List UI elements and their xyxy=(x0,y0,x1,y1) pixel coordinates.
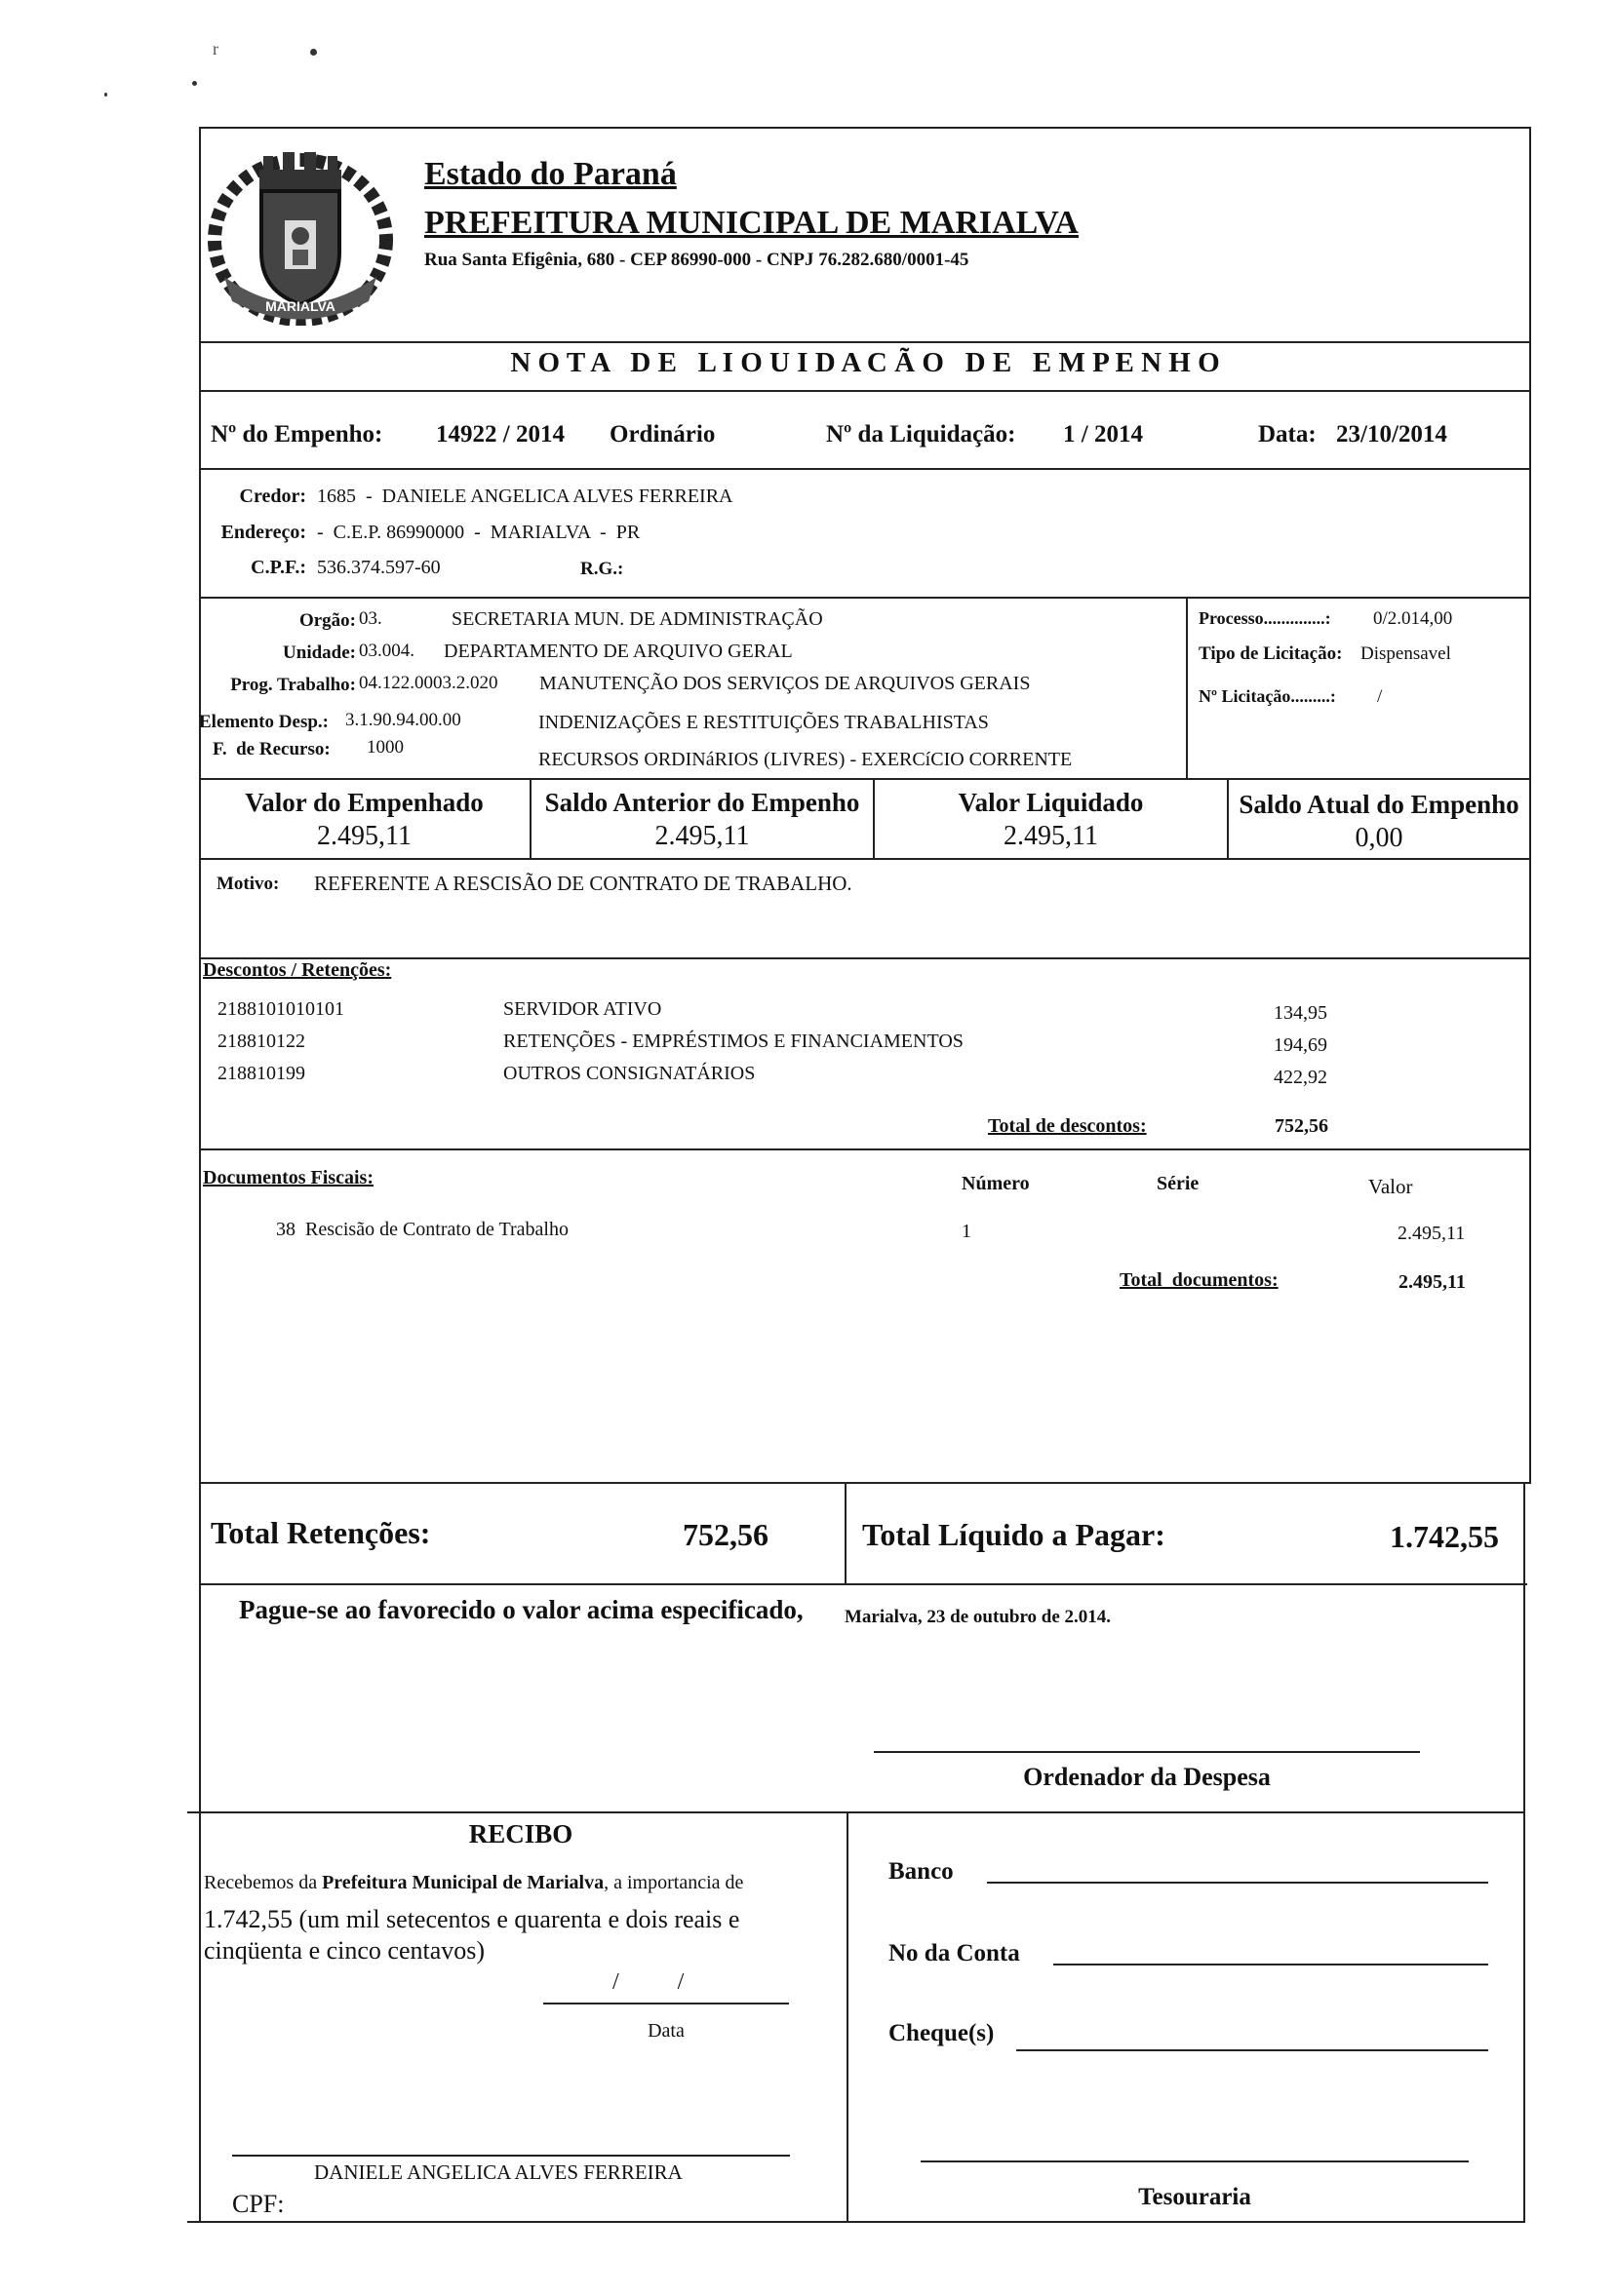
recibo-text-line1 xyxy=(204,1872,743,1894)
scan-mark: r xyxy=(213,39,218,58)
state-name: Estado do Paraná xyxy=(424,156,677,192)
elemento-code: 3.1.90.94.00.00 xyxy=(345,710,461,730)
valor-liquidado: 2.495,11 xyxy=(1004,821,1098,851)
desconto-value: 422,92 xyxy=(1274,1067,1327,1088)
unidade-label: Unidade: xyxy=(283,642,356,663)
desconto-code: 218810199 xyxy=(217,1063,305,1084)
recurso-code: 1000 xyxy=(367,737,404,758)
tesouraria-label: Tesouraria xyxy=(1138,2184,1251,2210)
document-title: N O T A D E L I O U I D A C Ã O D E E M P E N H O xyxy=(510,347,1220,378)
frame-top xyxy=(199,127,1531,129)
recibo-date-slashes: / / xyxy=(612,1969,685,1995)
desconto-code: 2188101010101 xyxy=(217,998,344,1020)
total-liquido-label: Total Líquido a Pagar: xyxy=(862,1517,1165,1552)
documento-numero: 1 xyxy=(962,1221,971,1242)
elemento-name: INDENIZAÇÕES E RESTITUIÇÕES TRABALHISTAS xyxy=(538,712,989,733)
conta-line[interactable] xyxy=(1053,1964,1488,1965)
data-value: 23/10/2014 xyxy=(1336,421,1447,448)
conta-label: No da Conta xyxy=(888,1940,1020,1966)
liquidacao-number: 1 / 2014 xyxy=(1063,421,1143,448)
credor-value: 1685 - DANIELE ANGELICA ALVES FERREIRA xyxy=(317,486,733,507)
divider-credor xyxy=(199,597,1531,599)
documento-valor: 2.495,11 xyxy=(1398,1223,1466,1244)
frame-right-top xyxy=(1529,127,1531,1482)
motivo-text: REFERENTE A RESCISÃO DE CONTRATO DE TRABALHO. xyxy=(314,872,852,895)
credor-label: Credor: xyxy=(239,486,306,507)
empenho-label: Nº do Empenho: xyxy=(211,421,383,448)
unidade-code: 03.004. xyxy=(359,641,414,661)
divider-valores xyxy=(199,858,1531,860)
liquidacao-label: Nº da Liquidação: xyxy=(826,421,1016,448)
orgao-label: Orgão: xyxy=(298,610,356,631)
divider-processo xyxy=(1186,597,1188,778)
valor-empenhado: 2.495,11 xyxy=(317,821,412,851)
descontos-title: Descontos / Retenções: xyxy=(203,959,392,981)
cpf-value: 536.374.597-60 xyxy=(317,557,441,578)
recurso-label: F. de Recurso: xyxy=(213,739,331,759)
scan-speck xyxy=(104,93,107,97)
col-valor: Valor xyxy=(1368,1175,1413,1198)
divider-empenho xyxy=(199,468,1531,470)
banco-label: Banco xyxy=(888,1858,954,1885)
cpf-label: C.P.F.: xyxy=(251,557,306,578)
tipo-licitacao-value: Dispensavel xyxy=(1360,643,1451,664)
recibo-signer: DANIELE ANGELICA ALVES FERREIRA xyxy=(314,2160,683,2184)
divider-recibo-v xyxy=(847,1811,848,2221)
frame-right-bottom xyxy=(1523,1482,1525,2223)
total-documentos-label: Total documentos: xyxy=(1120,1269,1279,1291)
recibo-data-label: Data xyxy=(648,2020,685,2042)
licitacao-value: / xyxy=(1377,686,1383,707)
desconto-value: 134,95 xyxy=(1274,1002,1327,1024)
prog-code: 04.122.0003.2.020 xyxy=(359,673,498,693)
scan-speck xyxy=(310,49,317,56)
endereco-value: - C.E.P. 86990000 - MARIALVA - PR xyxy=(317,522,641,543)
divider-totais-top xyxy=(199,1482,1531,1484)
divider-recibo xyxy=(187,1811,1525,1813)
coat-of-arms-logo xyxy=(203,131,398,326)
divider-totais-bottom xyxy=(199,1583,1527,1585)
divider-dotacao xyxy=(199,778,1531,780)
cheque-label: Cheque(s) xyxy=(888,2020,995,2046)
desconto-value: 194,69 xyxy=(1274,1034,1327,1056)
processo-label: Processo..............: xyxy=(1199,608,1331,628)
divider-totais xyxy=(845,1482,847,1583)
saldo-anterior: 2.495,11 xyxy=(654,821,750,851)
pague-se-text: Pague-se ao favorecido o valor acima especificado, xyxy=(239,1595,804,1624)
licitacao-label: Nº Licitação.........: xyxy=(1199,686,1336,706)
motivo-label: Motivo: xyxy=(217,874,280,894)
saldo-anterior-label: Saldo Anterior do Empenho xyxy=(544,788,860,817)
recibo-prefeitura: Prefeitura Municipal de Marialva xyxy=(322,1872,605,1893)
prefeitura-address: Rua Santa Efigênia, 680 - CEP 86990-000 - CNPJ 76.282.680/0001-45 xyxy=(424,250,969,270)
empenho-number: 14922 / 2014 xyxy=(436,421,565,448)
banco-line[interactable] xyxy=(987,1882,1488,1884)
recibo-prefix: Recebemos da xyxy=(204,1872,318,1893)
divider-descontos xyxy=(199,1148,1531,1150)
prog-name: MANUTENÇÃO DOS SERVIÇOS DE ARQUIVOS GERAIS xyxy=(539,673,1031,694)
divider-title xyxy=(199,390,1531,392)
recibo-title: RECIBO xyxy=(468,1819,573,1848)
frame-bottom xyxy=(187,2221,1525,2223)
divider-header xyxy=(199,341,1531,343)
orgao-name: SECRETARIA MUN. DE ADMINISTRAÇÃO xyxy=(452,608,823,630)
total-retencoes-label: Total Retenções: xyxy=(211,1515,431,1550)
processo-value: 0/2.014,00 xyxy=(1373,608,1453,629)
recibo-cpf-label: CPF: xyxy=(232,2190,285,2218)
total-retencoes-value: 752,56 xyxy=(683,1517,768,1552)
prefeitura-name: PREFEITURA MUNICIPAL DE MARIALVA xyxy=(424,205,1079,241)
ordenador-signature-line xyxy=(874,1751,1420,1753)
col-numero: Número xyxy=(962,1173,1030,1194)
prog-label: Prog. Trabalho: xyxy=(230,675,356,695)
rg-label: R.G.: xyxy=(580,559,624,579)
elemento-label: Elemento Desp.: xyxy=(199,712,329,732)
divider-motivo xyxy=(199,957,1531,959)
data-label: Data: xyxy=(1258,421,1317,448)
total-descontos-label: Total de descontos: xyxy=(988,1115,1147,1137)
scan-speck xyxy=(192,81,197,86)
col-serie: Série xyxy=(1157,1173,1200,1194)
orgao-code: 03. xyxy=(359,608,382,629)
desconto-description: OUTROS CONSIGNATÁRIOS xyxy=(503,1063,756,1084)
saldo-atual-label: Saldo Atual do Empenho xyxy=(1239,790,1519,819)
recibo-amount-line2: cinqüenta e cinco centavos) xyxy=(204,1936,486,1965)
recibo-suffix: , a importancia de xyxy=(604,1872,744,1893)
frame-left xyxy=(199,127,201,2223)
empenho-type: Ordinário xyxy=(610,421,716,448)
unidade-name: DEPARTAMENTO DE ARQUIVO GERAL xyxy=(444,641,793,662)
desconto-description: RETENÇÕES - EMPRÉSTIMOS E FINANCIAMENTOS xyxy=(503,1031,964,1052)
tipo-licitacao-label: Tipo de Licitação: xyxy=(1199,643,1343,664)
desconto-code: 218810122 xyxy=(217,1031,305,1052)
recurso-name: RECURSOS ORDINáRIOS (LIVRES) - EXERCíCIO CORRENTE xyxy=(538,749,1073,770)
recibo-date-line xyxy=(543,2003,789,2004)
recibo-amount-line1: 1.742,55 (um mil setecentos e quarenta e dois reais e xyxy=(204,1905,740,1933)
place-date: Marialva, 23 de outubro de 2.014. xyxy=(845,1607,1112,1627)
seal-text: MARIALVA xyxy=(265,298,335,314)
total-liquido-value: 1.742,55 xyxy=(1390,1519,1499,1554)
valor-liquidado-label: Valor Liquidado xyxy=(958,788,1144,817)
documento-description: 38 Rescisão de Contrato de Trabalho xyxy=(276,1219,569,1240)
documentos-title: Documentos Fiscais: xyxy=(203,1167,374,1188)
valor-empenhado-label: Valor do Empenhado xyxy=(245,788,484,817)
tesouraria-signature-line xyxy=(921,2160,1469,2162)
endereco-label: Endereço: xyxy=(220,522,306,543)
ordenador-label: Ordenador da Despesa xyxy=(1023,1763,1271,1791)
saldo-atual: 0,00 xyxy=(1355,823,1403,853)
cheque-line[interactable] xyxy=(1016,2049,1488,2051)
desconto-description: SERVIDOR ATIVO xyxy=(503,998,662,1020)
recibo-signature-line xyxy=(232,2155,790,2157)
total-documentos-value: 2.495,11 xyxy=(1398,1271,1466,1293)
total-descontos-value: 752,56 xyxy=(1275,1115,1328,1137)
